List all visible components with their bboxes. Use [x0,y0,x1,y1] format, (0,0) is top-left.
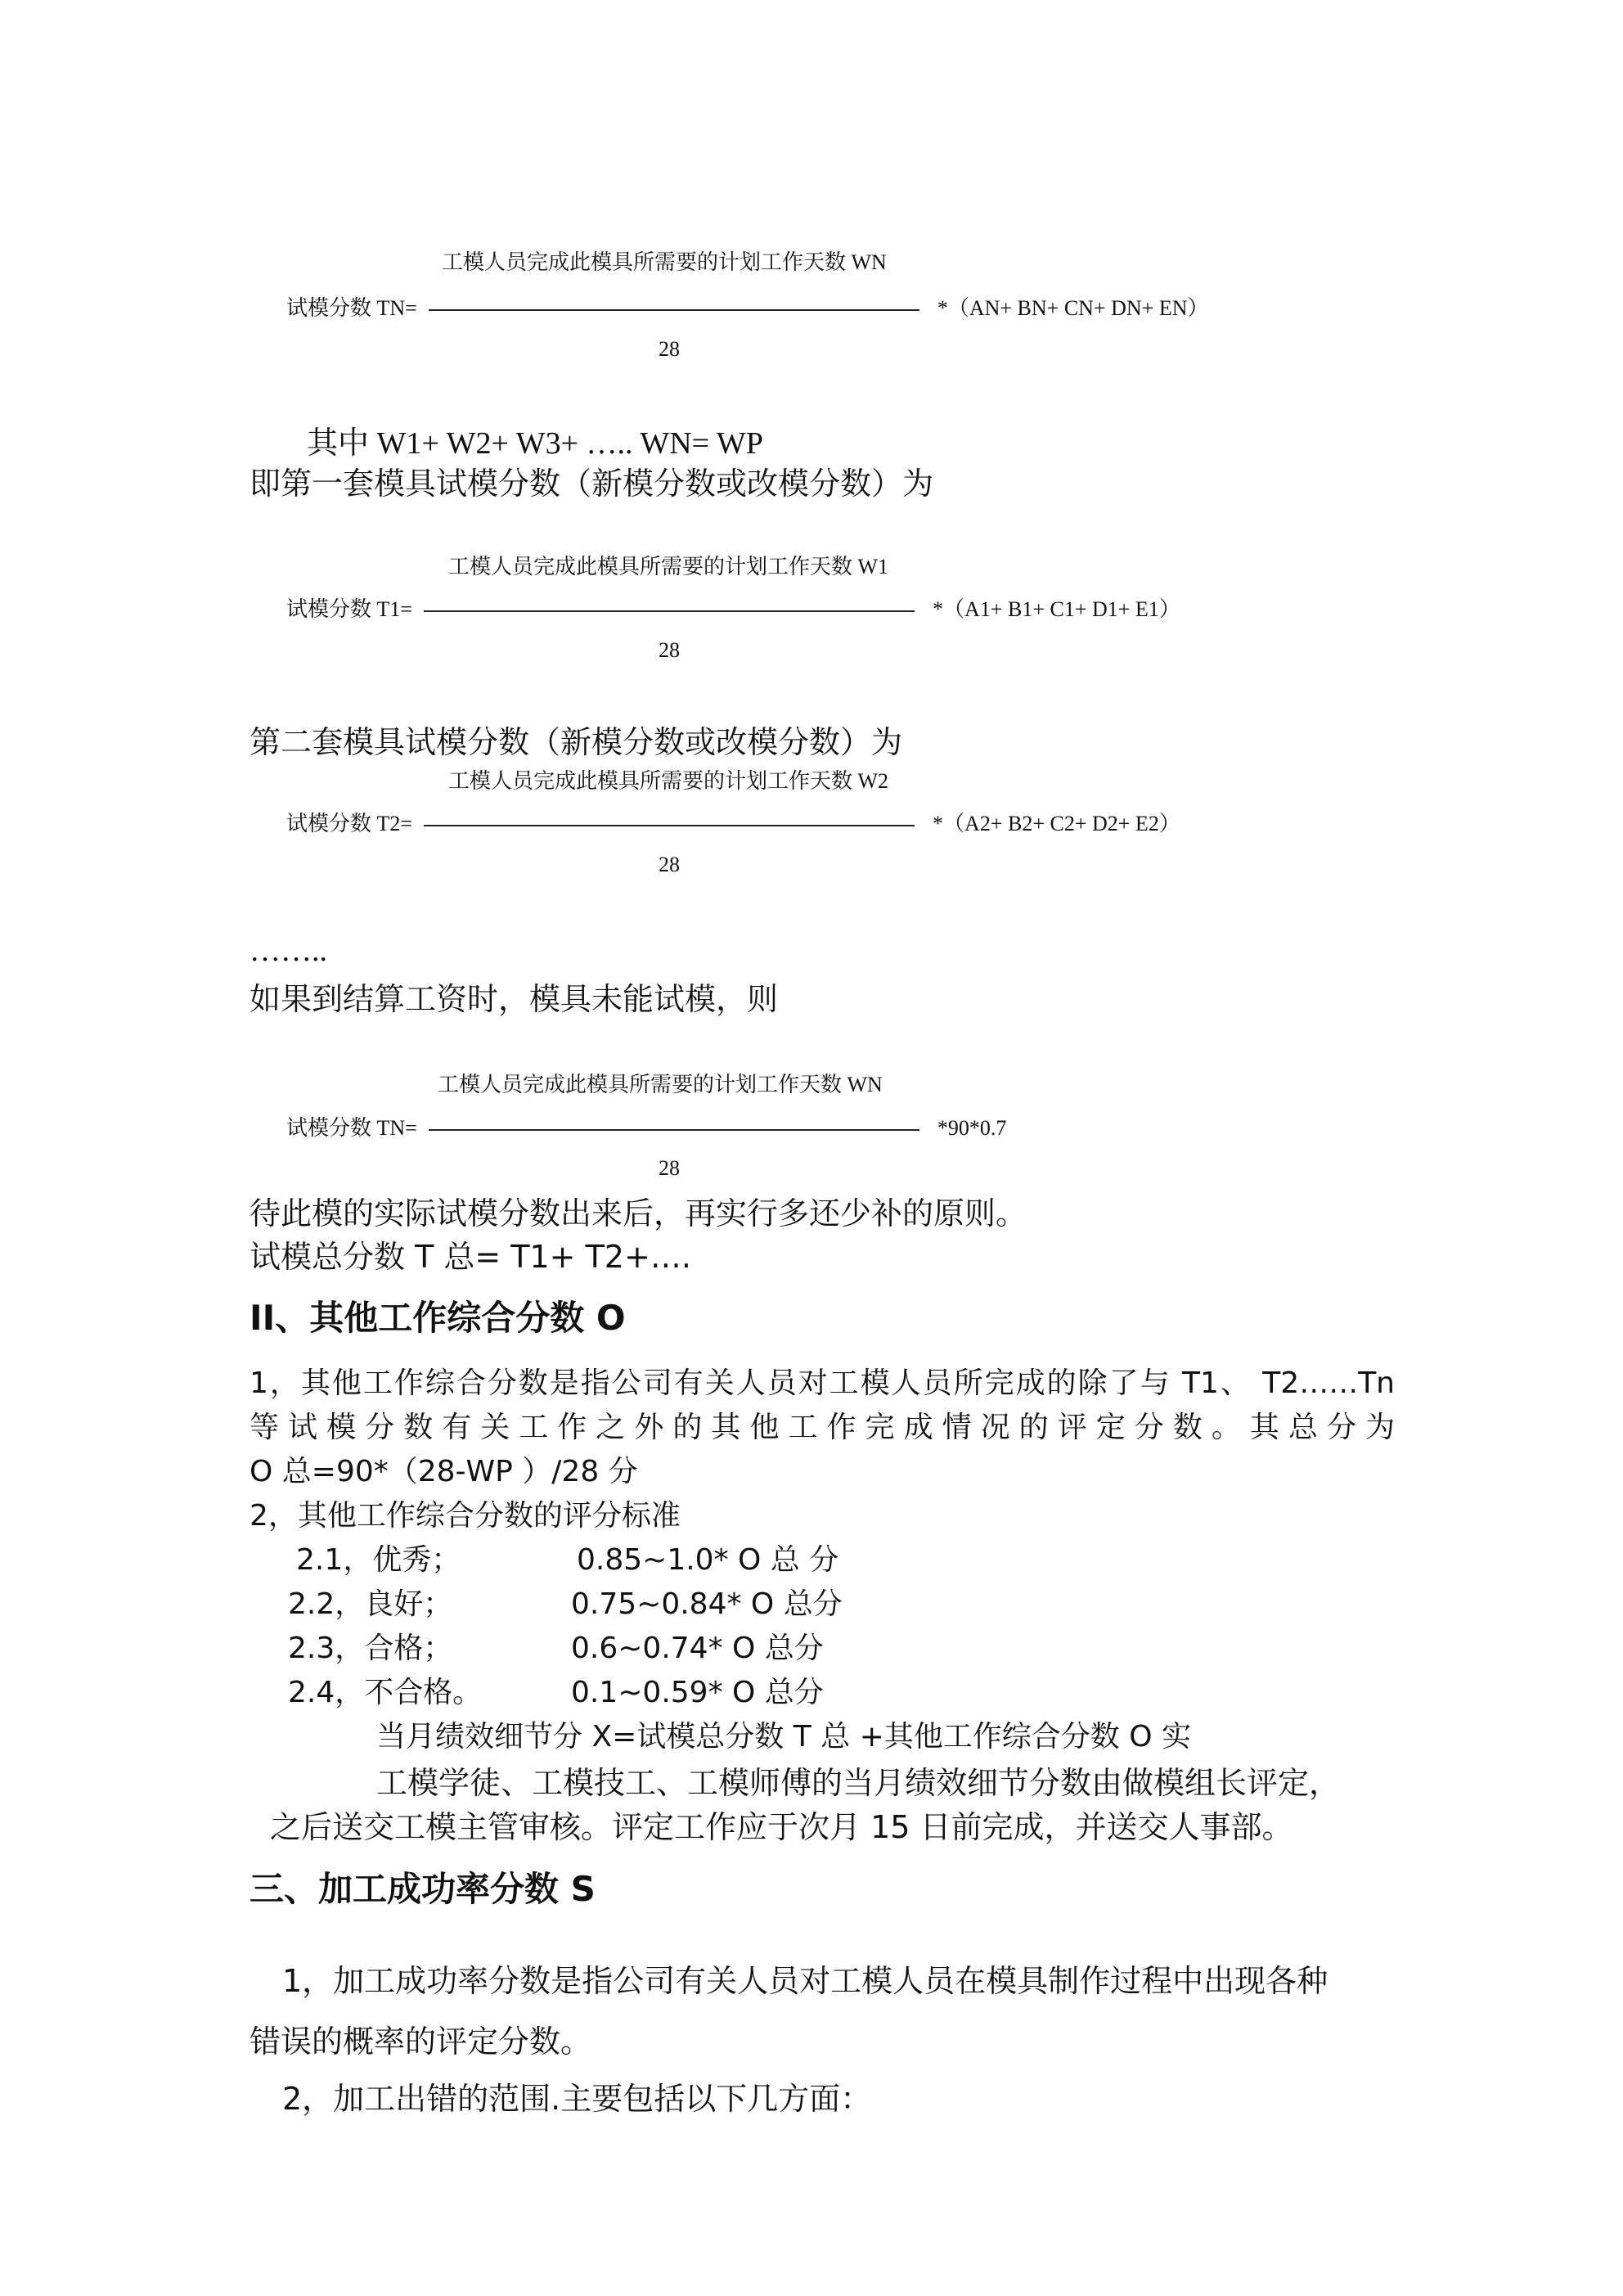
section-3-heading: 三、加工成功率分数 S [250,1869,596,1909]
first-set-text: 即第一套模具试模分数（新模分数或改模分数）为 [250,466,934,502]
formula-n-row [286,291,1208,322]
formula-3-label: 试模分数 TN= [286,1116,417,1140]
formula-2-tail: *（A2+ B2+ C2+ D2+ E2） [933,812,1180,835]
section-3-item1-line2: 错误的概率的评定分数。 [250,2024,592,2060]
fraction-bar [424,825,915,826]
formula-2-denominator: 28 [659,853,680,876]
review-line2: 之后送交工模主管审核。评定工作应于次月 15 日前完成，并送交人事部。 [270,1809,1293,1845]
second-set-text: 第二套模具试模分数（新模分数或改模分数）为 [250,724,903,760]
formula-1-row [286,592,1180,623]
formula-n-denominator: 28 [659,337,680,361]
grade-label: 2.2，良好； [288,1587,453,1621]
fraction-bar [429,1129,919,1131]
review-line1: 工模学徒、工模技工、工模师傅的当月绩效细节分数由做模组长评定， [376,1765,1341,1801]
section-2-item2: 2，其他工作综合分数的评分标准 [250,1499,681,1533]
section-2-heading: II、其他工作综合分数 O [250,1298,626,1338]
formula-1-label: 试模分数 T1= [286,597,413,621]
section-3-item1-line1: 1，加工成功率分数是指公司有关人员对工模人员在模具制作过程中出现各种 [282,1963,1329,1999]
formula-2-row [286,807,1180,837]
formula-n-label: 试模分数 TN= [286,296,417,320]
formula-1-numerator: 工模人员完成此模具所需要的计划工作天数 W1 [448,555,889,579]
compensation-text: 待此模的实际试模分数出来后，再实行多还少补的原则。 [250,1195,1027,1231]
fraction-bar [424,610,915,612]
total-text: 试模总分数 T 总= T1+ T2+…. [250,1239,691,1275]
formula-1-denominator: 28 [659,638,680,662]
formula-3-denominator: 28 [659,1156,680,1180]
formula-3-row [286,1111,1006,1141]
formula-3-numerator: 工模人员完成此模具所需要的计划工作天数 WN [438,1073,883,1096]
section-2-item1-line2: 等试模分数有关工作之外的其他工作完成情况的评定分数。其总分为 [250,1411,1395,1444]
section-2-item1-line3: O 总=90*（28-WP ）/28 分 [250,1455,638,1488]
section-3-item2: 2，加工出错的范围.主要包括以下几方面： [282,2081,872,2117]
grade-label: 2.1，优秀； [296,1543,461,1577]
grade-label: 2.4，不合格。 [288,1676,483,1709]
grade-range: 0.85~1.0* O 总 分 [577,1543,839,1577]
formula-n-numerator: 工模人员完成此模具所需要的计划工作天数 WN [442,250,887,274]
grade-range: 0.6~0.74* O 总分 [571,1632,824,1665]
formula-1-tail: *（A1+ B1+ C1+ D1+ E1） [933,597,1180,621]
ellipsis: …….. [250,934,327,968]
sum-line: 其中 W1+ W2+ W3+ ….. WN= WP [307,426,763,461]
grade-label: 2.3，合格； [288,1632,453,1665]
formula-n-tail: *（AN+ BN+ CN+ DN+ EN） [937,296,1209,320]
monthly-formula: 当月绩效细节分 X=试模总分数 T 总 +其他工作综合分数 O 实 [376,1720,1191,1754]
grade-range: 0.75~0.84* O 总分 [571,1587,843,1621]
grade-range: 0.1~0.59* O 总分 [571,1676,824,1709]
formula-2-label: 试模分数 T2= [286,812,413,835]
section-2-item1-line1: 1，其他工作综合分数是指公司有关人员对工模人员所完成的除了与 T1、 T2……Tn [250,1366,1395,1400]
not-tested-text: 如果到结算工资时，模具未能试模，则 [250,981,779,1017]
formula-3-tail: *90*0.7 [937,1116,1007,1140]
formula-2-numerator: 工模人员完成此模具所需要的计划工作天数 W2 [448,769,889,793]
fraction-bar [429,309,919,311]
